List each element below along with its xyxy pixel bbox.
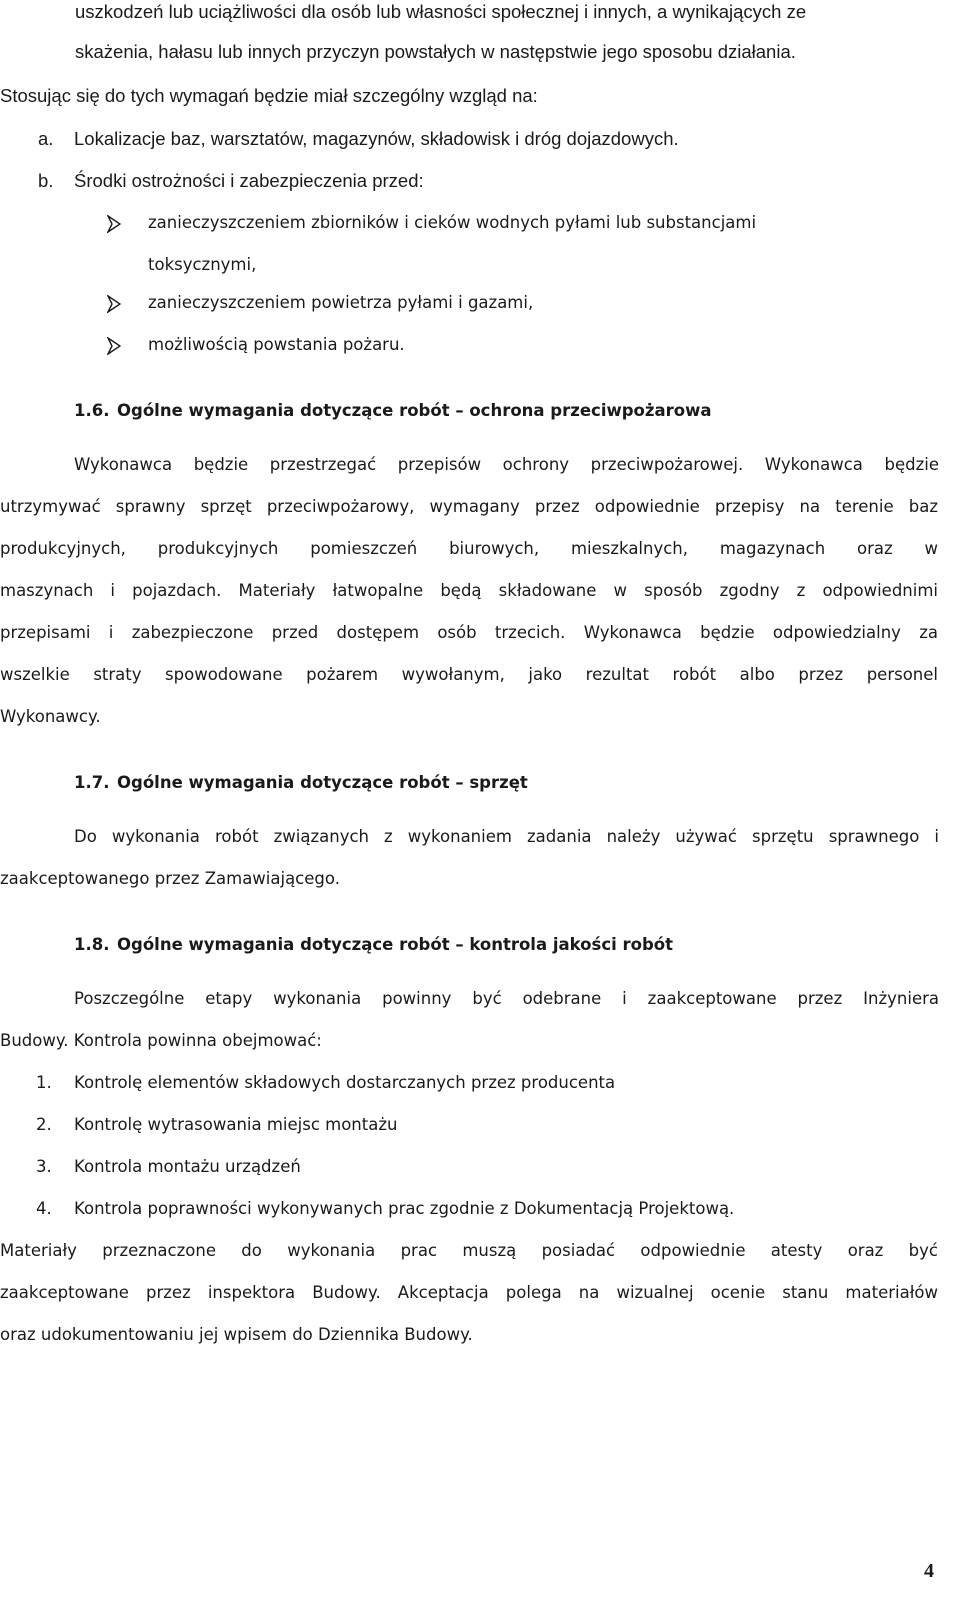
list-marker: 1. <box>36 1073 52 1092</box>
section-title: Ogólne wymagania dotyczące robót – kontrola jakości robót <box>117 935 674 954</box>
paragraph-line: Wykonawcy. <box>0 707 101 726</box>
paragraph-line: zaakceptowane przez inspektora Budowy. Akceptacja polega na wizualnej ocenie stanu materiałów <box>0 1283 938 1302</box>
paragraph-line: Materiały przeznaczone do wykonania prac muszą posiadać odpowiednie atesty oraz być <box>0 1241 938 1260</box>
section-number: 1.8. <box>74 935 110 954</box>
paragraph-line: wszelkie straty spowodowane pożarem wywołanym, jako rezultat robót albo przez personel <box>0 665 938 684</box>
paragraph-line: maszynach i pojazdach. Materiały łatwopalne będą składowane w sposób zgodny z odpowiednimi <box>0 581 938 600</box>
paragraph-line: utrzymywać sprawny sprzęt przeciwpożarowy, wymagany przez odpowiednie przepisy na terenie baz <box>0 497 938 516</box>
list-marker: 2. <box>36 1115 52 1134</box>
list-item-b: Środki ostrożności i zabezpieczenia przed: <box>74 170 424 191</box>
arrow-bullet-icon <box>107 337 121 355</box>
list-item: Kontrola montażu urządzeń <box>74 1157 301 1176</box>
arrow-bullet-icon <box>107 215 121 233</box>
intro-line-3: Stosując się do tych wymagań będzie miał szczególny wzgląd na: <box>0 85 538 106</box>
intro-line-1: uszkodzeń lub uciążliwości dla osób lub własności społecznej i innych, a wynikających ze <box>75 1 807 22</box>
page-number: 4 <box>924 1560 934 1582</box>
paragraph-line: zaakceptowanego przez Zamawiającego. <box>0 869 340 888</box>
list-item: Kontrolę wytrasowania miejsc montażu <box>74 1115 398 1134</box>
paragraph-line: Do wykonania robót związanych z wykonaniem zadania należy używać sprzętu sprawnego i <box>74 827 939 846</box>
list-marker-b: b. <box>38 170 54 191</box>
list-item: Kontrolę elementów składowych dostarczanych przez producenta <box>74 1073 616 1092</box>
list-item-a: Lokalizacje baz, warsztatów, magazynów, składowisk i dróg dojazdowych. <box>74 128 679 149</box>
list-marker-a: a. <box>38 128 54 149</box>
arrow-bullet-icon <box>107 295 121 313</box>
intro-line-2: skażenia, hałasu lub innych przyczyn powstałych w następstwie jego sposobu działania. <box>75 41 796 62</box>
paragraph-line: Budowy. Kontrola powinna obejmować: <box>0 1031 322 1050</box>
paragraph-line: Wykonawca będzie przestrzegać przepisów ochrony przeciwpożarowej. Wykonawca będzie <box>74 455 939 474</box>
list-marker: 3. <box>36 1157 52 1176</box>
section-title: Ogólne wymagania dotyczące robót – sprzęt <box>117 773 528 792</box>
bullet-1-line-2: toksycznymi, <box>148 255 257 274</box>
paragraph-line: przepisami i zabezpieczone przed dostępem osób trzecich. Wykonawca będzie odpowiedzialny za <box>0 623 938 642</box>
paragraph-line: produkcyjnych, produkcyjnych pomieszczeń biurowych, mieszkalnych, magazynach oraz w <box>0 539 938 558</box>
paragraph-line: oraz udokumentowaniu jej wpisem do Dziennika Budowy. <box>0 1325 473 1344</box>
bullet-3: możliwością powstania pożaru. <box>148 335 405 354</box>
section-number: 1.7. <box>74 773 110 792</box>
section-number: 1.6. <box>74 401 110 420</box>
bullet-2: zanieczyszczeniem powietrza pyłami i gazami, <box>148 293 534 312</box>
section-title: Ogólne wymagania dotyczące robót – ochrona przeciwpożarowa <box>117 401 712 420</box>
paragraph-line: Poszczególne etapy wykonania powinny być odebrane i zaakceptowane przez Inżyniera <box>74 989 939 1008</box>
list-marker: 4. <box>36 1199 52 1218</box>
list-item: Kontrola poprawności wykonywanych prac zgodnie z Dokumentacją Projektową. <box>74 1199 735 1218</box>
bullet-1-line-1: zanieczyszczeniem zbiorników i cieków wodnych pyłami lub substancjami <box>148 213 757 232</box>
